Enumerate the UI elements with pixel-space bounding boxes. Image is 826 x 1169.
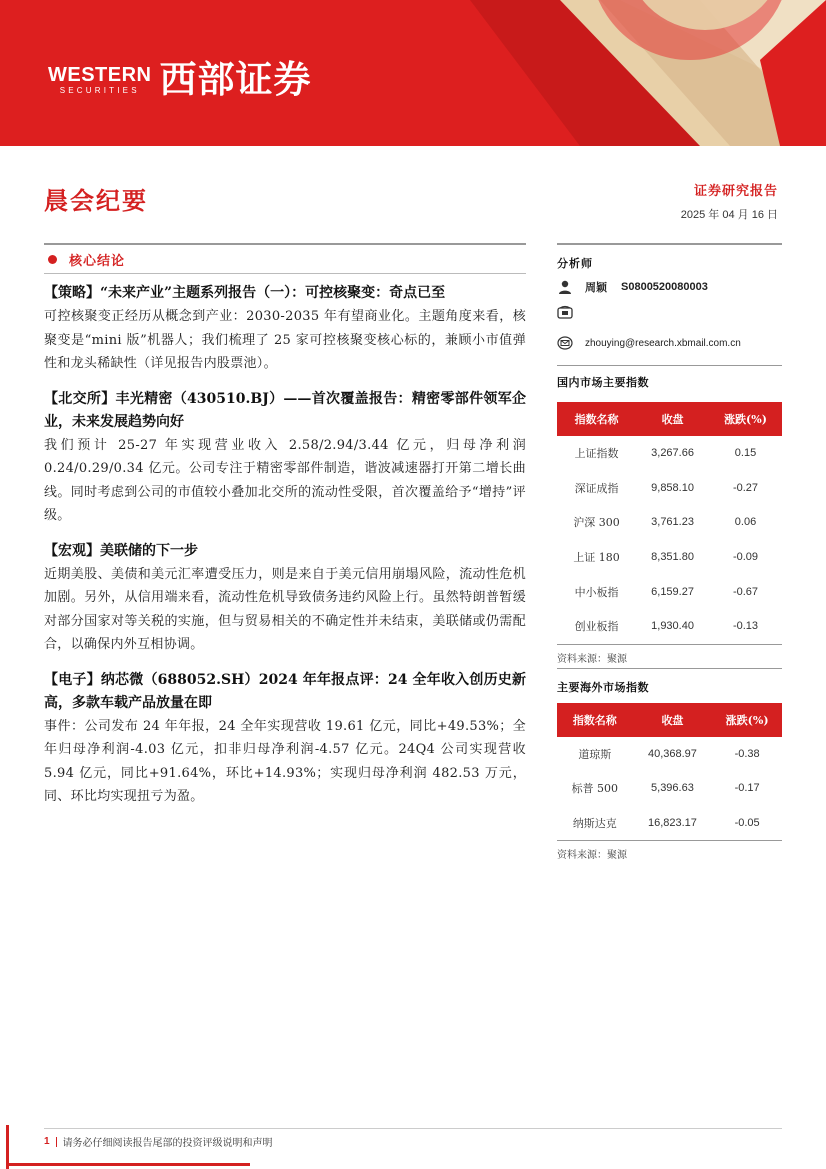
email-row bbox=[557, 333, 782, 353]
index-name: 上证指数 bbox=[574, 447, 619, 461]
index-change: -0.67 bbox=[732, 585, 759, 598]
column-header: 收盘 bbox=[636, 402, 709, 436]
summary-body: 可控核聚变正经历从概念到产业：2030-2035 年有望商业化。主题角度来看，核聚变是“mini 版”机器人；我们梳理了 25 家可控核聚变核心标的，兼顾小市值弹性和龙头稀缺性（详见报告内股票池）。 bbox=[44, 309, 526, 371]
table-row bbox=[557, 471, 782, 506]
index-close: 5,396.63 bbox=[651, 782, 694, 795]
index-name: 沪深 300 bbox=[573, 516, 620, 530]
section-title: 核心结论 bbox=[69, 253, 126, 269]
analyst-label: 分析师 bbox=[557, 257, 593, 270]
column-header: 涨跌(%) bbox=[712, 703, 782, 737]
footer-disclaimer: 请务必仔细阅读报告尾部的投资评级说明和声明 bbox=[62, 1138, 273, 1149]
corner-mark bbox=[6, 1163, 250, 1166]
section-heading bbox=[44, 245, 526, 273]
index-change: -0.38 bbox=[734, 747, 760, 760]
column-header: 指数名称 bbox=[557, 703, 633, 737]
table-row bbox=[557, 771, 782, 806]
report-date: 2025 年 04 月 16 日 bbox=[680, 209, 778, 221]
summary-item-electronics bbox=[44, 669, 526, 809]
logo-en-sub: SECURITIES bbox=[59, 86, 140, 95]
summary-title: 【策略】“未来产业”主题系列报告（一）：可控核聚变：奇点已至 bbox=[44, 285, 446, 301]
index-name: 标普 500 bbox=[571, 782, 619, 796]
person-icon bbox=[557, 279, 573, 295]
index-name: 纳斯达克 bbox=[572, 817, 617, 831]
summary-item-strategy bbox=[44, 282, 526, 376]
summary-body: 事件：公司发布 24 年年报，24 全年实现营收 19.61 亿元，同比+49.53%；全年归母净利润-4.03 亿元，扣非归母净利润-4.57 亿元。24Q4 公司实现营收 5.94 亿元，同比+91.64%，环比+14.93%；实现归母净利润 482.53 万元，同、环比均实现扭亏为盈。 bbox=[44, 718, 526, 804]
index-name: 上证 180 bbox=[573, 551, 620, 565]
phone-icon bbox=[557, 305, 573, 321]
index-close: 16,823.17 bbox=[647, 817, 697, 830]
doc-title: 晨会纪要 bbox=[44, 186, 148, 215]
index-close: 1,930.40 bbox=[651, 620, 694, 633]
column-header: 收盘 bbox=[633, 703, 713, 737]
index-change: -0.05 bbox=[734, 817, 760, 830]
index-change: -0.27 bbox=[732, 481, 759, 494]
summary-title: 【电子】纳芯微（688052.SH）2024 年年报点评：24 全年收入创历史新高，多款车载产品放量在即 bbox=[44, 671, 526, 711]
index-change: -0.13 bbox=[732, 620, 759, 633]
email-icon bbox=[557, 335, 573, 351]
table-row bbox=[557, 505, 782, 540]
summary-body: 近期美股、美债和美元汇率遭受压力，则是来自于美元信用崩塌风险，流动性危机加剧。另外，从信用端来看，流动性危机导致债务违约风险上行。虽然特朗普暂缓对部分国家对等关税的实施，但与贸易相关的不确定性并未结束，美联储或仍需配合，以确保内外互相协调。 bbox=[44, 566, 526, 652]
index-close: 3,267.66 bbox=[651, 447, 694, 460]
domestic-table-title: 国内市场主要指数 bbox=[557, 376, 649, 389]
overseas-index-table bbox=[557, 703, 782, 841]
index-change: 0.15 bbox=[734, 447, 757, 460]
logo-en-name: WESTERN bbox=[48, 64, 152, 86]
analyst-cert-id: S0800520080003 bbox=[621, 281, 708, 293]
table-row bbox=[557, 737, 782, 772]
header-banner bbox=[0, 0, 826, 146]
index-change: -0.09 bbox=[732, 551, 759, 564]
summary-item-bse bbox=[44, 388, 526, 528]
overseas-source: 资料来源：聚源 bbox=[557, 840, 782, 862]
divider bbox=[557, 243, 782, 245]
logo-english bbox=[48, 64, 152, 96]
summary-title: 【北交所】丰光精密（430510.BJ）——首次覆盖报告：精密零部件领军企业，未来发展趋势向好 bbox=[44, 390, 526, 430]
phone-row bbox=[557, 303, 782, 323]
table-row bbox=[557, 806, 782, 841]
core-conclusions bbox=[44, 243, 526, 809]
logo-chinese: 西部证券 bbox=[159, 58, 312, 101]
table-row bbox=[557, 609, 782, 644]
table-row bbox=[557, 436, 782, 471]
index-name: 中小板指 bbox=[574, 585, 619, 599]
summary-body: 我们预计 25-27 年实现营业收入 2.58/2.94/3.44 亿元，归母净利润 0.24/0.29/0.34 亿元。公司专注于精密零部件制造，谐波减速器打开第二增长曲线。同时考虑到公司的市值较小叠加北交所的流动性受限，首次覆盖给予“增持”评级。 bbox=[44, 437, 526, 523]
index-close: 9,858.10 bbox=[651, 481, 694, 494]
footer-divider bbox=[44, 1128, 782, 1129]
index-close: 3,761.23 bbox=[651, 516, 694, 529]
page-footer bbox=[44, 1134, 273, 1149]
summary-item-macro bbox=[44, 540, 526, 657]
index-close: 8,351.80 bbox=[651, 551, 694, 564]
sidebar bbox=[557, 243, 782, 862]
table-header-row bbox=[557, 402, 782, 436]
column-header: 指数名称 bbox=[557, 402, 636, 436]
summary-title: 【宏观】美联储的下一步 bbox=[44, 542, 198, 559]
column-header: 涨跌(%) bbox=[709, 402, 782, 436]
table-row bbox=[557, 574, 782, 609]
domestic-index-table bbox=[557, 402, 782, 644]
index-name: 深证成指 bbox=[574, 481, 619, 495]
domestic-source: 资料来源：聚源 bbox=[557, 644, 782, 666]
bullet-dot-icon bbox=[48, 255, 57, 264]
divider bbox=[44, 273, 526, 274]
footer-separator bbox=[56, 1137, 57, 1147]
index-change: -0.17 bbox=[734, 782, 760, 795]
index-name: 创业板指 bbox=[574, 620, 619, 634]
report-type: 证券研究报告 bbox=[693, 184, 778, 199]
analyst-email[interactable]: zhouying@research.xbmail.com.cn bbox=[585, 337, 741, 349]
table-row bbox=[557, 540, 782, 575]
index-close: 6,159.27 bbox=[651, 585, 694, 598]
index-change: 0.06 bbox=[734, 516, 757, 529]
analyst-row bbox=[557, 277, 782, 297]
page-number: 1 bbox=[44, 1136, 50, 1147]
company-logo bbox=[48, 60, 312, 100]
overseas-table-title: 主要海外市场指数 bbox=[557, 680, 649, 694]
divider bbox=[557, 365, 782, 366]
table-header-row bbox=[557, 703, 782, 737]
analyst-name: 周颖 bbox=[585, 281, 607, 294]
index-close: 40,368.97 bbox=[647, 747, 697, 760]
index-name: 道琼斯 bbox=[578, 747, 612, 761]
divider bbox=[557, 668, 782, 669]
